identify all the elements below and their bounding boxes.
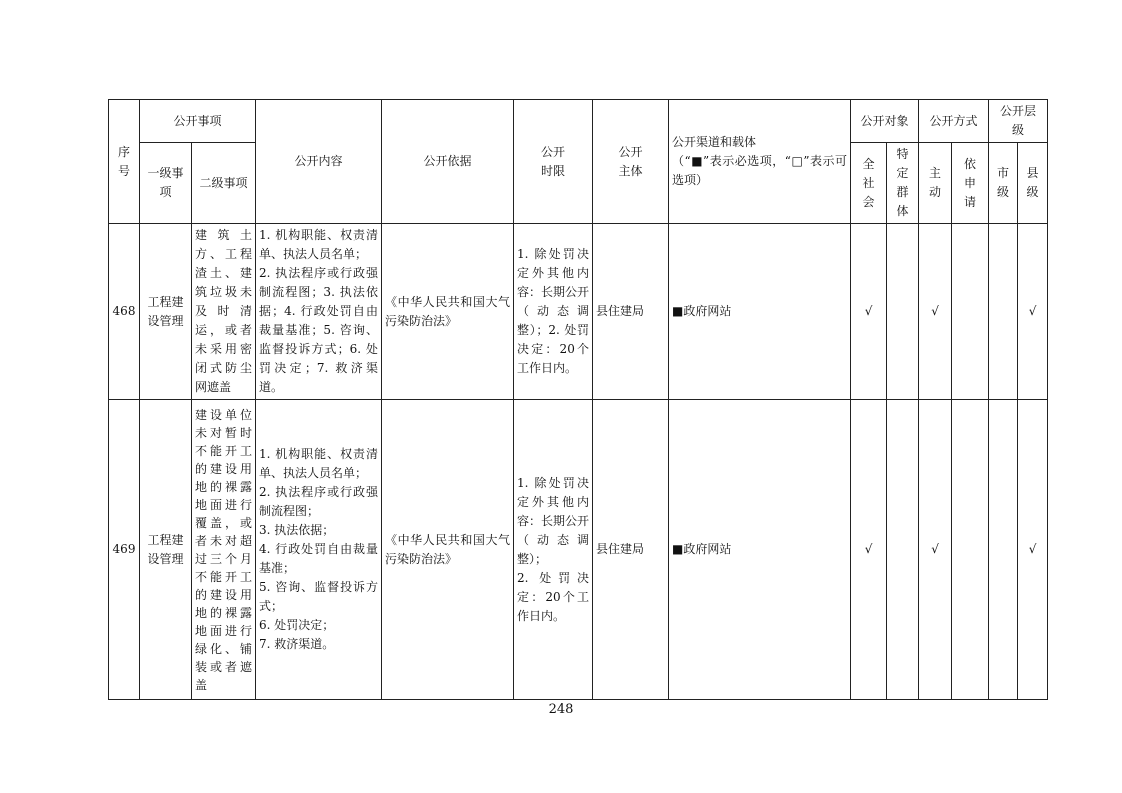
row-level2: 建设单位未对暂时不能开工的建设用地的裸露地面进行覆盖，或者未对超过三个月不能开工的建设用地的裸露地面进行绿化、铺装或者遮盖 [192, 400, 256, 700]
row-channel: ■政府网站 [669, 400, 851, 700]
row-method-apply [952, 400, 989, 700]
row-time-limit: 1. 除处罚决定外其他内容：长期公开（动态调整）；2. 处罚决定：20个工作日内。 [514, 224, 593, 400]
header-method-active: 主 动 [919, 143, 952, 224]
page-number: 248 [548, 702, 574, 717]
row-target-all: √ [851, 224, 887, 400]
row-channel: ■政府网站 [669, 224, 851, 400]
row-level-county: √ [1018, 400, 1048, 700]
header-content: 公开内容 [256, 100, 382, 224]
header-time-limit: 公开 时限 [514, 100, 593, 224]
header-seq: 序 号 [109, 100, 140, 224]
header-method-apply: 依 申 请 [952, 143, 989, 224]
table-row [109, 400, 1048, 700]
row-target-all: √ [851, 400, 887, 700]
row-seq: 468 [109, 224, 140, 400]
row-level-city [989, 400, 1018, 700]
header-subject: 公开 主体 [593, 100, 669, 224]
row-level-county: √ [1018, 224, 1048, 400]
header-level-county: 县 级 [1018, 143, 1048, 224]
header-row-1 [109, 100, 1048, 143]
header-target-group: 公开对象 [851, 100, 919, 143]
header-method-group: 公开方式 [919, 100, 989, 143]
row-level1: 工程建 设管理 [140, 224, 192, 400]
row-level1: 工程建 设管理 [140, 400, 192, 700]
row-method-apply [952, 224, 989, 400]
header-channel: 公开渠道和载体 （“■”表示必选项，“□”表示可选项） [669, 100, 851, 224]
row-subject: 县住建局 [593, 224, 669, 400]
row-basis: 《中华人民共和国大气污染防治法》 [382, 400, 514, 700]
row-content: 1. 机构职能、权责清单、执法人员名单； 2. 执法程序或行政强制流程图； 3. 执法依据； 4. 行政处罚自由裁量基准； 5. 咨询、监督投诉方式； 6. 处罚决定； 7. 救济渠道。 [256, 400, 382, 700]
header-target-specific: 特 定 群 体 [887, 143, 919, 224]
header-item-group: 公开事项 [140, 100, 256, 143]
header-basis: 公开依据 [382, 100, 514, 224]
row-basis: 《中华人民共和国大气污染防治法》 [382, 224, 514, 400]
row-time-limit: 1. 除处罚决定外其他内容：长期公开（动态调整）； 2. 处罚决定：20个工作日内。 [514, 400, 593, 700]
row-target-specific [887, 224, 919, 400]
row-method-active: √ [919, 224, 952, 400]
row-seq: 469 [109, 400, 140, 700]
row-level-city [989, 224, 1018, 400]
header-level1: 一级事 项 [140, 143, 192, 224]
row-method-active: √ [919, 400, 952, 700]
header-level-group: 公开层 级 [989, 100, 1048, 143]
row-level2: 建筑土方、工程渣土、建筑垃圾未及时清运，或者未采用密闭式防尘网遮盖 [192, 224, 256, 400]
table-row [109, 224, 1048, 400]
header-target-all: 全 社 会 [851, 143, 887, 224]
row-target-specific [887, 400, 919, 700]
disclosure-table [108, 99, 1048, 700]
row-content: 1. 机构职能、权责清单、执法人员名单； 2. 执法程序或行政强制流程图；3. 执法依据；4. 行政处罚自由裁量基准；5. 咨询、监督投诉方式；6. 处罚决定；7. 救济渠道。 [256, 224, 382, 400]
header-level-city: 市 级 [989, 143, 1018, 224]
header-level2: 二级事项 [192, 143, 256, 224]
row-subject: 县住建局 [593, 400, 669, 700]
